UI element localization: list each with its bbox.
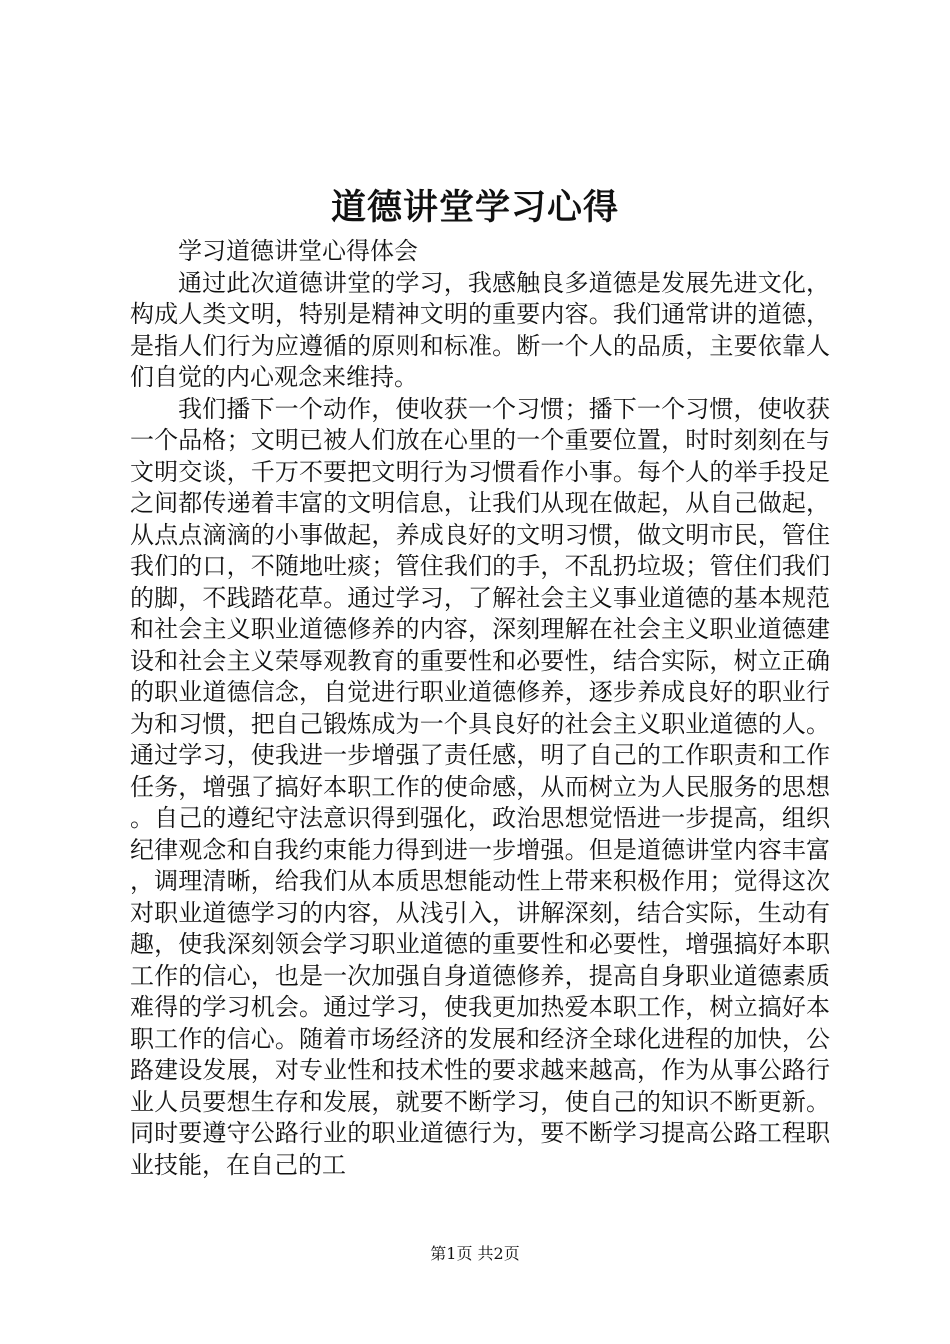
page-number-footer: 第1页 共2页 — [430, 1244, 520, 1263]
subtitle-paragraph: 学习道德讲堂心得体会 — [178, 237, 418, 265]
document-body — [130, 236, 830, 1181]
body-paragraph-1: 通过此次道德讲堂的学习，我感触良多道德是发展先进文化，构成人类文明，特别是精神文明的重要内容。我们通常讲的道德，是指人们行为应遵循的原则和标准。断一个人的品质，主要依靠人们自觉的内心观念来维持。 — [130, 268, 830, 391]
document-title: 道德讲堂学习心得 — [330, 187, 619, 228]
body-paragraph-2: 我们播下一个动作，使收获一个习惯；播下一个习惯，使收获一个品格；文明已被人们放在心里的一个重要位置，时时刻刻在与文明交谈，千万不要把文明行为习惯看作小事。每个人的举手投足之间都传递着丰富的文明信息，让我们从现在做起，从自己做起，从点点滴滴的小事做起，养成良好的文明习惯，做文明市民，管住我们的口，不随地吐痰；管住我们的手，不乱扔垃圾；管住们我们的脚，不践踏花草。通过学习，了解社会主义事业道德的基本规范和社会主义职业道德修养的内容，深刻理解在社会主义职业道德建设和社会主义荣辱观教育的重要性和必要性，结合实际，树立正确的职业道德信念，自觉进行职业道德修养，逐步养成良好的职业行为和习惯，把自己锻炼成为一个具良好的社会主义职业道德的人。通过学习，使我进一步增强了责任感，明了自己的工作职责和工作任务，增强了搞好本职工作的使命感，从而树立为人民服务的思想。自己的遵纪守法意识得到强化，政治思想觉悟进一步提高，组织纪律观念和自我约束能力得到进一步增强。但是道德讲堂内容丰富，调理清晰，给我们从本质思想能动性上带来积极作用；觉得这次对职业道德学习的内容，从浅引入，讲解深刻，结合实际，生动有趣，使我深刻领会学习职业道德的重要性和必要性，增强搞好本职工作的信心，也是一次加强自身道德修养，提高自身职业道德素质难得的学习机会。通过学习，使我更加热爱本职工作，树立搞好本职工作的信心。随着市场经济的发展和经济全球化进程的加快，公路建设发展，对专业性和技术性的要求越来越高，作为从事公路行业人员要想生存和发展，就要不断学习，使自己的知识不断更新。同时要遵守公路行业的职业道德行为，要不断学习提高公路工程职业技能，在自己的工 — [130, 394, 830, 1179]
